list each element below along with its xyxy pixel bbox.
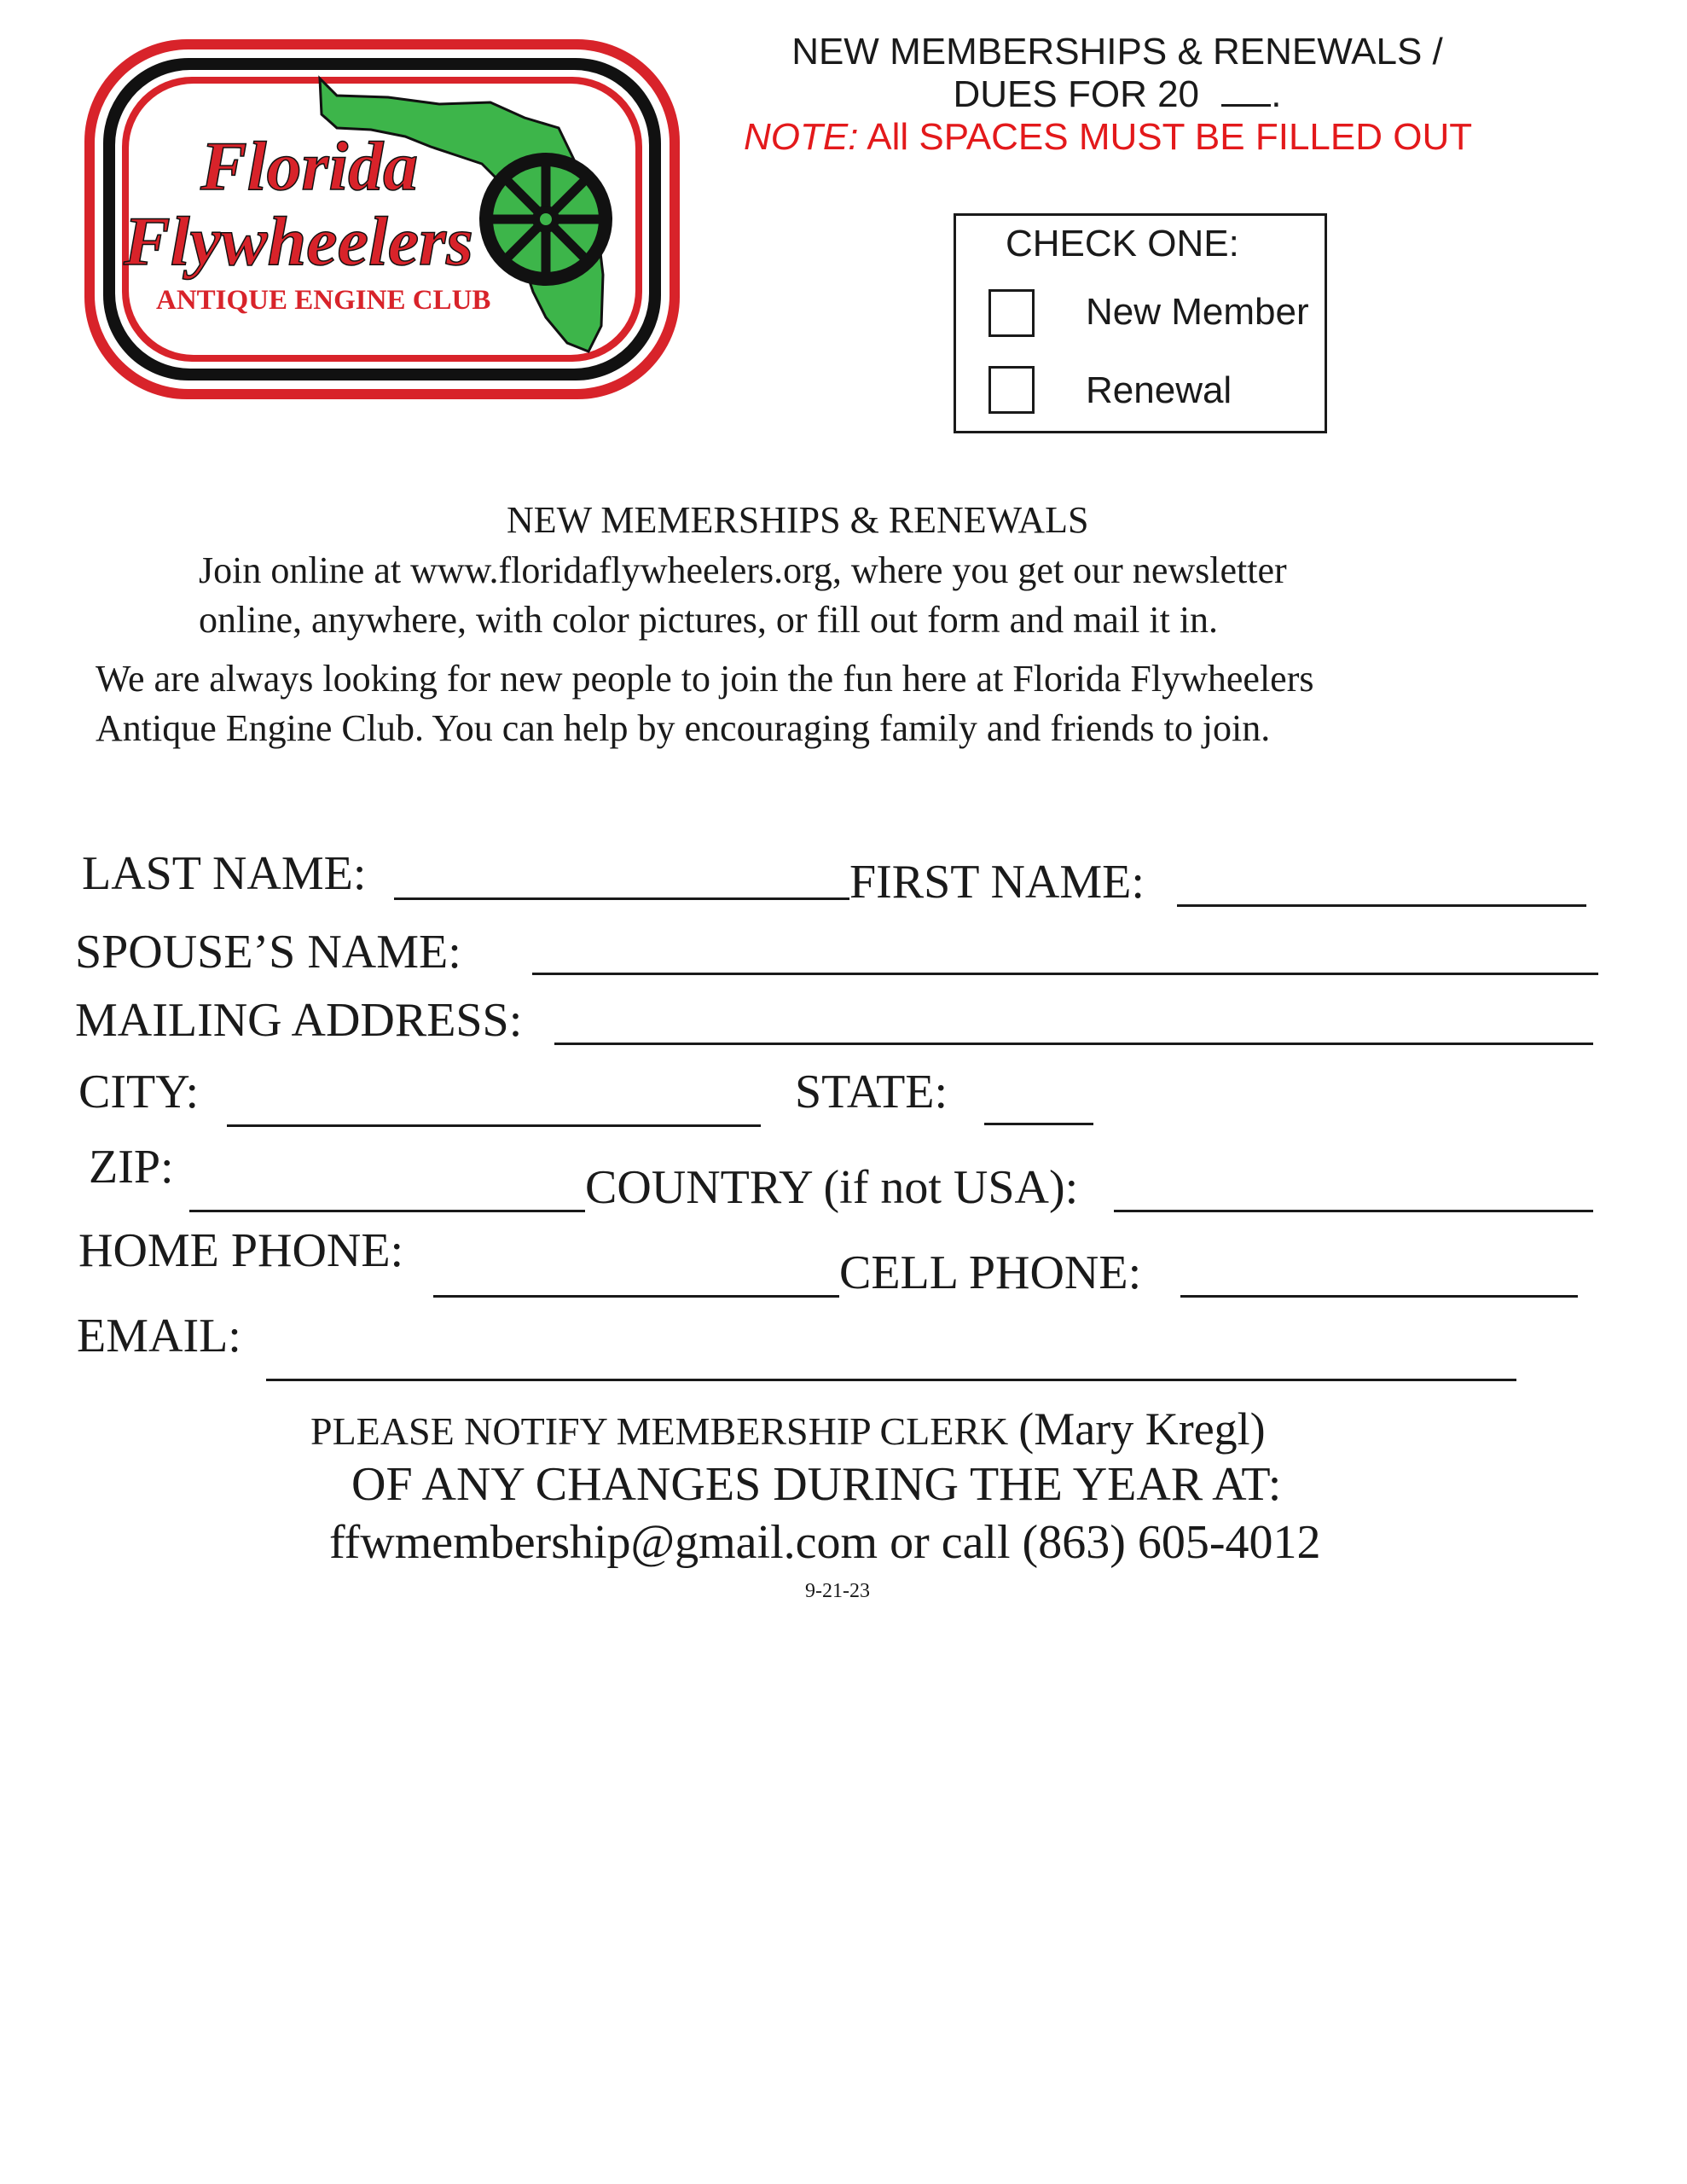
header-note <box>744 116 1472 159</box>
spouse-name-field[interactable] <box>532 973 1598 975</box>
clerk-name: (Mary Kregl) <box>1018 1403 1266 1455</box>
new-member-label: New Member <box>1086 291 1309 333</box>
contact-info: ffwmembership@gmail.com or call (863) 605-4012 <box>329 1516 1321 1569</box>
zip-label: ZIP: <box>89 1141 174 1194</box>
changes-notice: OF ANY CHANGES DURING THE YEAR AT: <box>351 1458 1282 1511</box>
first-name-field[interactable] <box>1177 904 1586 907</box>
header-title-line1: NEW MEMBERSHIPS & RENEWALS / <box>791 31 1443 73</box>
mailing-address-field[interactable] <box>554 1043 1593 1045</box>
form-date-code: 9-21-23 <box>805 1580 870 1602</box>
note-label: NOTE: <box>744 116 859 158</box>
dues-year-label: DUES FOR 20 <box>953 73 1200 115</box>
check-one-title: CHECK ONE: <box>1006 223 1239 264</box>
country-label: COUNTRY (if not USA): <box>585 1161 1079 1214</box>
zip-field[interactable] <box>189 1210 585 1212</box>
home-phone-label: HOME PHONE: <box>78 1224 404 1277</box>
notify-clerk-text: PLEASE NOTIFY MEMBERSHIP CLERK <box>310 1409 1009 1453</box>
renewal-checkbox[interactable] <box>988 366 1035 414</box>
city-label: CITY: <box>78 1066 200 1118</box>
last-name-label: LAST NAME: <box>82 847 367 900</box>
flywheel-icon <box>479 153 612 286</box>
logo-line1: Florida <box>200 127 419 205</box>
spouse-name-label: SPOUSE’S NAME: <box>75 926 461 979</box>
intro-line1: Join online at www.floridaflywheelers.org, where you get our newsletter <box>199 549 1287 591</box>
state-field[interactable] <box>984 1123 1093 1125</box>
logo-line2: Flywheelers <box>124 202 473 280</box>
state-label: STATE: <box>795 1066 948 1118</box>
email-label: EMAIL: <box>77 1310 241 1362</box>
intro-line3: We are always looking for new people to join the fun here at Florida Flywheelers <box>96 658 1314 700</box>
home-phone-field[interactable] <box>433 1295 839 1298</box>
header-title-line2 <box>768 73 1467 116</box>
mailing-address-label: MAILING ADDRESS: <box>75 994 523 1047</box>
logo-tagline: ANTIQUE ENGINE CLUB <box>156 285 491 316</box>
notify-clerk-line <box>310 1403 1266 1455</box>
email-field[interactable] <box>266 1379 1516 1381</box>
cell-phone-field[interactable] <box>1180 1295 1578 1298</box>
intro-line4: Antique Engine Club. You can help by encouraging family and friends to join. <box>96 707 1271 749</box>
check-one-box <box>954 213 1327 433</box>
country-field[interactable] <box>1114 1210 1593 1212</box>
intro-heading: NEW MEMERSHIPS & RENEWALS <box>507 499 1089 541</box>
city-field[interactable] <box>227 1124 761 1127</box>
last-name-field[interactable] <box>394 897 849 900</box>
dues-year-blank[interactable] <box>1221 104 1271 107</box>
first-name-label: FIRST NAME: <box>849 856 1145 909</box>
cell-phone-label: CELL PHONE: <box>839 1246 1142 1299</box>
florida-flywheelers-logo <box>81 36 683 403</box>
note-text: All SPACES MUST BE FILLED OUT <box>867 116 1473 158</box>
intro-line2: online, anywhere, with color pictures, or fill out form and mail it in. <box>199 599 1219 641</box>
dues-year-period: . <box>1271 73 1282 115</box>
new-member-checkbox[interactable] <box>988 289 1035 337</box>
renewal-label: Renewal <box>1086 369 1232 411</box>
